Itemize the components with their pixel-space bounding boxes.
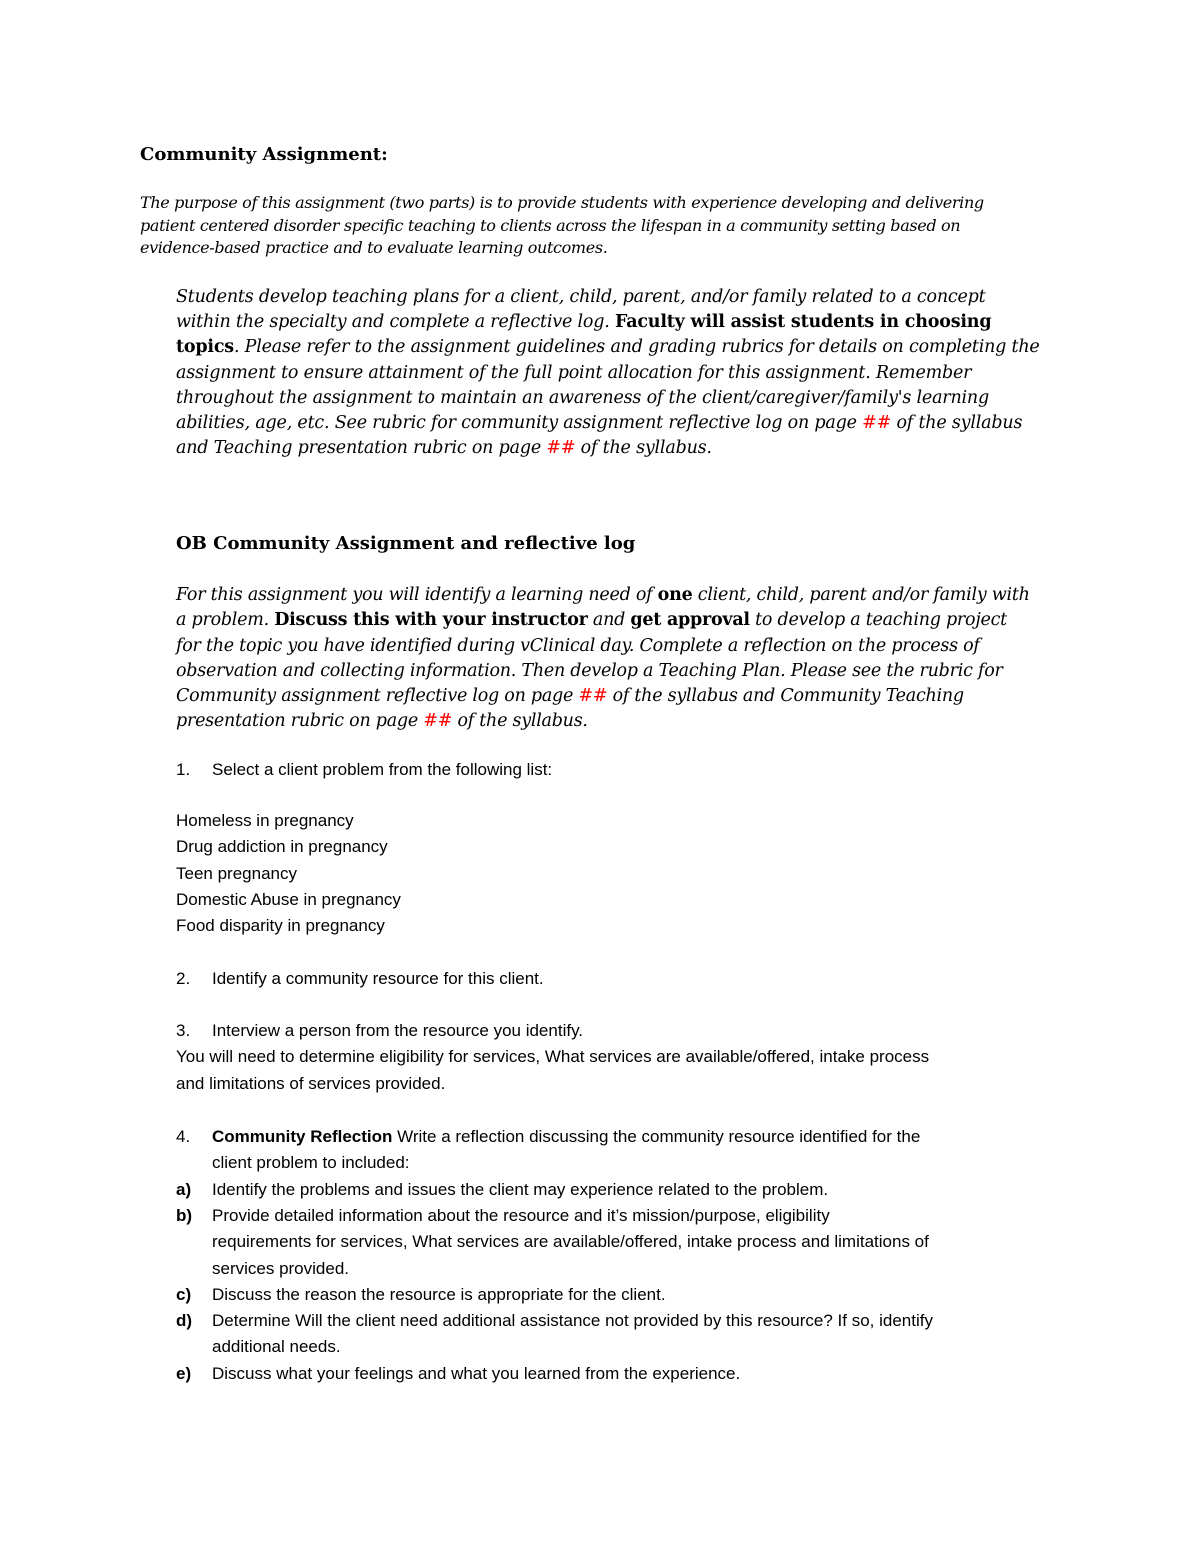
step-line bbox=[176, 1124, 920, 1150]
emphasis-text: topics bbox=[176, 337, 234, 358]
ob-line bbox=[176, 684, 1030, 709]
list-item: Food disparity in pregnancy bbox=[176, 916, 385, 936]
ob-paragraph bbox=[176, 583, 1030, 735]
step-text: Select a client problem from the following list: bbox=[212, 760, 553, 779]
text-run: Students develop teaching plans for a client, child, parent, and/or family related to a concept bbox=[176, 287, 986, 307]
text-run: abilities, age, etc. See rubric for community assignment reflective log on page bbox=[176, 413, 863, 434]
step-line bbox=[176, 1018, 929, 1044]
list-item: Drug addiction in pregnancy bbox=[176, 837, 388, 857]
step-3 bbox=[176, 1018, 929, 1097]
step-bold-text: Community Reflection bbox=[212, 1127, 393, 1146]
section-title: OB Community Assignment and reflective log bbox=[176, 533, 636, 554]
sub-item-label: d) bbox=[176, 1311, 193, 1330]
list-item: Homeless in pregnancy bbox=[176, 811, 354, 830]
emphasis-text: get approval bbox=[630, 610, 750, 631]
sub-item-a bbox=[176, 1177, 1076, 1203]
sub-item-e bbox=[176, 1361, 1076, 1387]
step-number: 3. bbox=[176, 1021, 191, 1040]
students-line bbox=[176, 310, 1040, 335]
ob-line bbox=[176, 659, 1030, 684]
text-run: observation and collecting information. Then develop a Teaching Plan. Please see the rubric for bbox=[176, 660, 1003, 681]
step-text: Identify a community resource for this client. bbox=[212, 969, 544, 988]
sub-item-d bbox=[176, 1308, 1076, 1362]
emphasis-text: Discuss this with your instructor bbox=[274, 610, 588, 631]
text-run: and Teaching presentation rubric on page bbox=[176, 438, 547, 459]
sub-item-label: e) bbox=[176, 1364, 192, 1383]
step-number: 2. bbox=[176, 969, 191, 988]
text-run: client, child, parent and/or family with bbox=[692, 585, 1030, 605]
list-item: Teen pregnancy bbox=[176, 863, 297, 883]
sub-item-c bbox=[176, 1282, 1076, 1308]
sub-item-line: Identify the problems and issues the client may experience related to the problem. bbox=[212, 1180, 829, 1199]
step-text: Write a reflection discussing the community resource identified for the bbox=[392, 1127, 921, 1146]
text-run: presentation rubric on page bbox=[176, 711, 424, 732]
ob-line bbox=[176, 608, 1030, 633]
ob-line bbox=[176, 583, 1030, 608]
problem-list bbox=[176, 808, 401, 939]
sub-item-line: Discuss the reason the resource is appropriate for the client. bbox=[212, 1285, 666, 1304]
sub-item-text bbox=[212, 1203, 929, 1282]
text-run: of the syllabus. bbox=[575, 438, 712, 459]
text-run: of the syllabus and Community Teaching bbox=[607, 686, 964, 707]
step-line bbox=[176, 966, 544, 992]
sub-item-text bbox=[212, 1308, 933, 1361]
step-detail: and limitations of services provided. bbox=[176, 1073, 446, 1093]
text-run: for the topic you have identified during vClinical day. Complete a reflection on the process of bbox=[176, 635, 980, 656]
text-run: of the syllabus. bbox=[452, 711, 588, 732]
sub-item-text bbox=[212, 1282, 666, 1308]
purpose-paragraph bbox=[140, 192, 984, 260]
text-run: and bbox=[587, 610, 631, 631]
text-run: Community assignment reflective log on page bbox=[176, 686, 579, 707]
sub-item-b bbox=[176, 1203, 1076, 1283]
sub-item-label: c) bbox=[176, 1285, 192, 1304]
text-run: within the specialty and complete a reflective log. bbox=[176, 312, 615, 333]
students-line bbox=[176, 335, 1040, 360]
sub-item-text bbox=[212, 1361, 740, 1387]
sub-item-line: services provided. bbox=[212, 1258, 350, 1278]
page-placeholder: ## bbox=[423, 711, 453, 732]
text-run: throughout the assignment to maintain an awareness of the client/caregiver/family's learning bbox=[176, 387, 990, 408]
ob-line bbox=[176, 634, 1030, 659]
text-run: a problem. bbox=[176, 610, 275, 631]
step-line: client problem to included: bbox=[212, 1153, 410, 1173]
students-line bbox=[176, 361, 1040, 386]
emphasis-text: Faculty will assist students in choosing bbox=[614, 312, 992, 333]
step-text: Interview a person from the resource you identify. bbox=[212, 1021, 584, 1040]
emphasis-text: one bbox=[657, 585, 693, 605]
sub-item-line: requirements for services, What services are available/offered, intake process and limitations of bbox=[212, 1232, 929, 1252]
sub-item-label: a) bbox=[176, 1180, 192, 1199]
step-4 bbox=[176, 1124, 920, 1177]
step-number: 1. bbox=[176, 760, 191, 779]
page-placeholder: ## bbox=[546, 438, 576, 459]
purpose-line: The purpose of this assignment (two parts) is to provide students with experience developing and delivering bbox=[140, 193, 984, 212]
text-run: to develop a teaching project bbox=[749, 610, 1007, 631]
students-line bbox=[176, 436, 1040, 461]
sub-item-line: Discuss what your feelings and what you learned from the experience. bbox=[212, 1364, 741, 1383]
sub-item-line: additional needs. bbox=[212, 1337, 341, 1357]
students-line bbox=[176, 411, 1040, 436]
sub-item-label: b) bbox=[176, 1206, 193, 1225]
step-line bbox=[176, 757, 552, 783]
text-run: . Please refer to the assignment guidelines and grading rubrics for details on completing the bbox=[233, 337, 1040, 358]
text-run: For this assignment you will identify a learning need of bbox=[176, 585, 658, 605]
text-run: assignment to ensure attainment of the full point allocation for this assignment. Remember bbox=[176, 362, 972, 383]
page-placeholder: ## bbox=[578, 686, 608, 707]
page-placeholder: ## bbox=[862, 413, 892, 434]
page-title: Community Assignment: bbox=[140, 144, 388, 165]
purpose-line: evidence-based practice and to evaluate learning outcomes. bbox=[140, 238, 608, 257]
ob-line bbox=[176, 709, 1030, 734]
step-2 bbox=[176, 966, 544, 992]
text-run: of the syllabus bbox=[891, 413, 1023, 434]
sub-item-text bbox=[212, 1177, 828, 1203]
step-number: 4. bbox=[176, 1127, 191, 1146]
students-paragraph bbox=[176, 285, 1040, 461]
step-1 bbox=[176, 757, 552, 783]
sub-item-line: Provide detailed information about the resource and it’s mission/purpose, eligibility bbox=[212, 1206, 830, 1225]
list-item: Domestic Abuse in pregnancy bbox=[176, 889, 401, 909]
students-line bbox=[176, 285, 1040, 310]
purpose-line: patient centered disorder specific teaching to clients across the lifespan in a community setting based on bbox=[140, 215, 961, 235]
students-line bbox=[176, 386, 1040, 411]
sub-item-line: Determine Will the client need additional assistance not provided by this resource? If so, identify bbox=[212, 1311, 933, 1330]
step-detail: You will need to determine eligibility for services, What services are available/offered, intake process bbox=[176, 1047, 930, 1067]
